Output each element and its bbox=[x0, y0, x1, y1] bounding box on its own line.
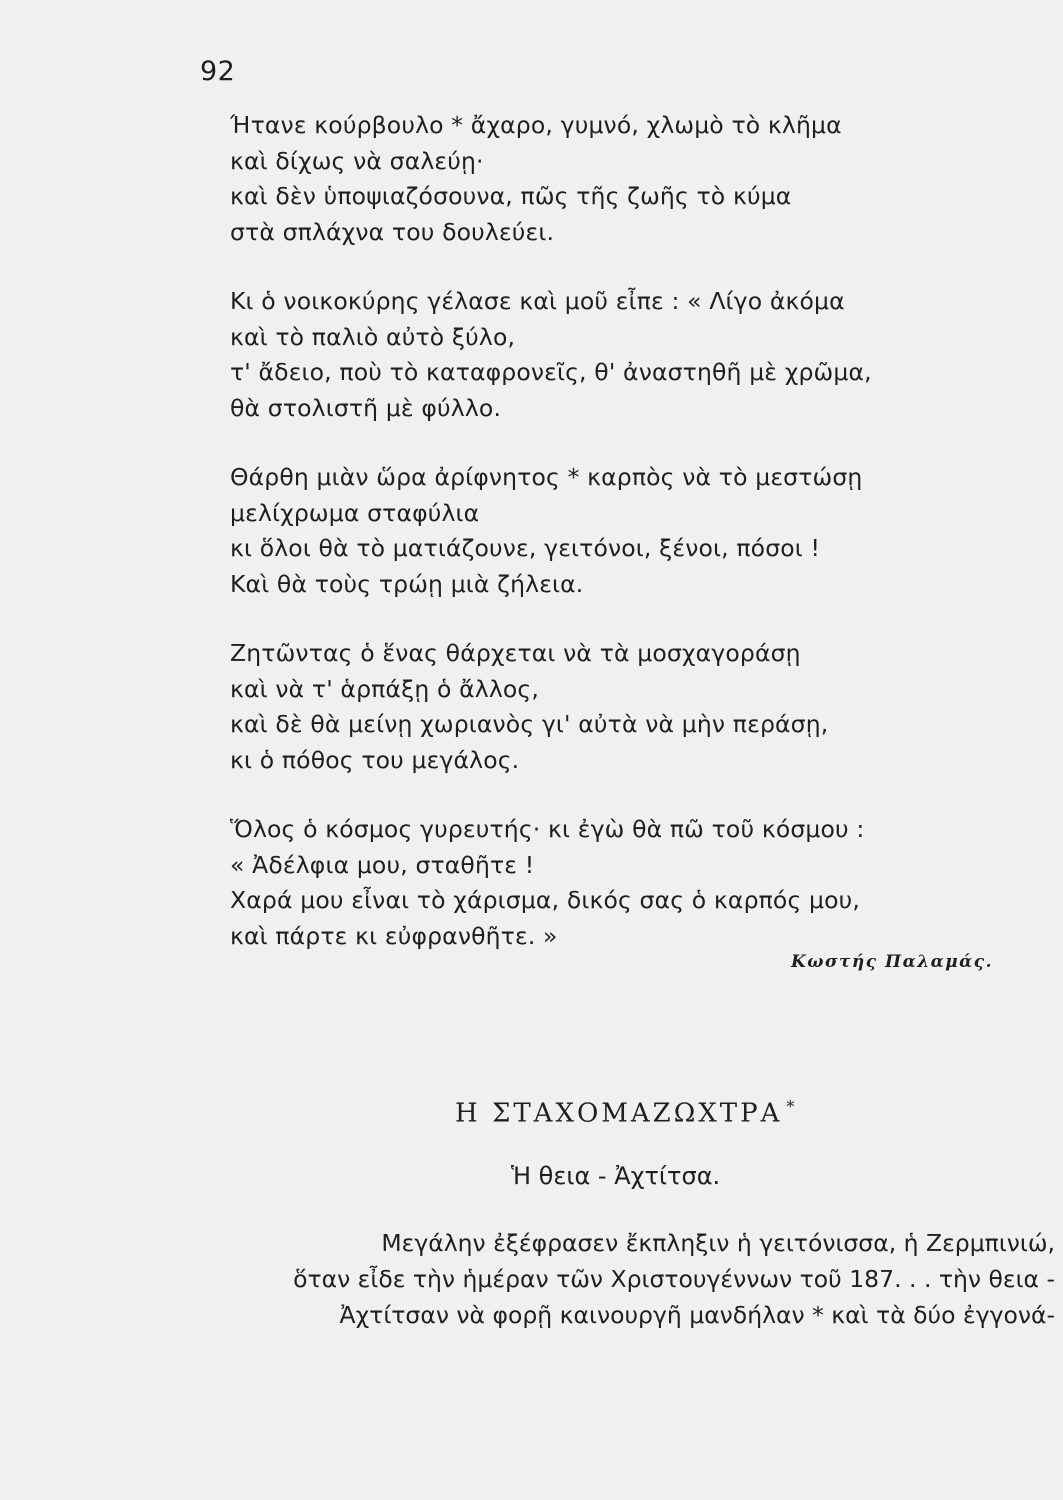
prose-line: Μεγάλην ἐξέφρασεν ἔκπληξιν ἡ γειτόνισσα, ἡ Ζερμπινιώ, bbox=[381, 1229, 1055, 1257]
poem-line: Καὶ θὰ τοὺς τρώῃ μιὰ ζήλεια. bbox=[230, 569, 584, 598]
poem-line: Χαρά μου εἶναι τὸ χάρισμα, δικός σας ὁ καρπός μου, bbox=[230, 886, 861, 914]
section-subtitle: Ἡ θεια - Ἀχτίτσα. bbox=[511, 1162, 721, 1190]
poem-line: καὶ δὲ θὰ μείνῃ χωριανὸς γι' αὐτὰ νὰ μὴν περάσῃ, bbox=[230, 710, 829, 738]
page-number: 92 bbox=[200, 56, 236, 87]
poem-line: στὰ σπλάχνα του δουλεύει. bbox=[230, 217, 555, 246]
poem-stanza-4 bbox=[230, 636, 1020, 778]
poem-author-signature: Κωστής Παλαμάς. bbox=[790, 952, 993, 972]
poem-stanza-2 bbox=[230, 284, 1020, 426]
poem-line: Ζητῶντας ὁ ἕνας θάρχεται νὰ τὰ μοσχαγοράσῃ bbox=[230, 639, 801, 667]
poem-line: τ' ἄδειο, ποὺ τὸ καταφρονεῖς, θ' ἀναστηθῆ μὲ χρῶμα, bbox=[230, 358, 872, 386]
poem-stanza-3 bbox=[230, 460, 1020, 602]
poem-line: Ὅλος ὁ κόσμος γυρευτής· κι ἐγὼ θὰ πῶ τοῦ κόσμου : bbox=[230, 815, 865, 843]
poem-line: καὶ δὲν ὑποψιαζόσουνα, πῶς τῆς ζωῆς τὸ κύμα bbox=[230, 182, 792, 210]
prose-paragraph bbox=[200, 1225, 1055, 1333]
poem-line: καὶ τὸ παλιὸ αὐτὸ ξύλο, bbox=[230, 322, 516, 351]
poem-line: καὶ νὰ τ' ἁρπάξῃ ὁ ἄλλος, bbox=[230, 674, 539, 703]
poem-line: « Ἀδέλφια μου, σταθῆτε ! bbox=[230, 850, 535, 879]
poem-line: κι ὁ πόθος του μεγάλος. bbox=[230, 745, 520, 774]
section-title bbox=[455, 1097, 797, 1129]
poem-line: καὶ πάρτε κι εὐφρανθῆτε. » bbox=[230, 921, 558, 950]
poem-line: καὶ δίχως νὰ σαλεύῃ· bbox=[230, 146, 484, 175]
poem bbox=[230, 108, 1020, 988]
section-title-text: Η ΣΤΑΧΟΜΑΖΩΧΤΡΑ bbox=[455, 1098, 783, 1129]
footnote-mark: * bbox=[786, 1097, 798, 1116]
poem-line: Θάρθη μιὰν ὥρα ἀρίφνητος * καρπὸς νὰ τὸ μεστώσῃ bbox=[230, 463, 863, 491]
poem-stanza-5 bbox=[230, 812, 1020, 954]
prose-line: ὅταν εἶδε τὴν ἡμέραν τῶν Χριστουγέννων τοῦ 187. . . τὴν θεια - bbox=[293, 1265, 1055, 1293]
poem-line: μελίχρωμα σταφύλια bbox=[230, 498, 480, 527]
prose-line: Ἀχτίτσαν νὰ φορῇ καινουργῆ μανδήλαν * καὶ τὰ δύο ἐγγονά- bbox=[339, 1301, 1055, 1329]
poem-line: κι ὅλοι θὰ τὸ ματιάζουνε, γειτόνοι, ξένοι, πόσοι ! bbox=[230, 534, 821, 562]
poem-stanza-1 bbox=[230, 108, 1020, 250]
poem-line: Κι ὁ νοικοκύρης γέλασε καὶ μοῦ εἶπε : « Λίγο ἀκόμα bbox=[230, 287, 845, 315]
poem-line: θὰ στολιστῆ μὲ φύλλο. bbox=[230, 393, 502, 422]
poem-line: Ήτανε κούρβουλο * ἄχαρο, γυμνό, χλωμὸ τὸ κλῆμα bbox=[230, 111, 842, 139]
